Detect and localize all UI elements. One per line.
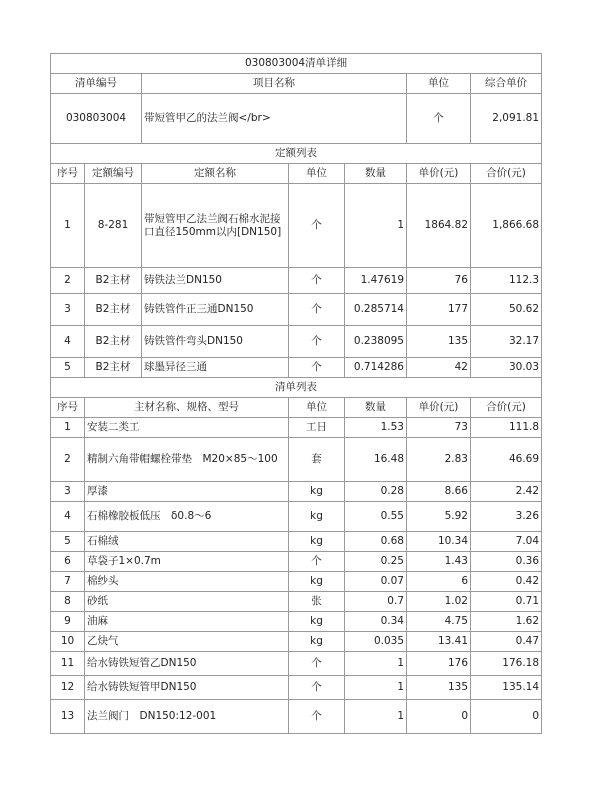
item-name: 带短管甲乙的法兰阀</br> xyxy=(142,94,407,144)
quota-col-qty: 数量 xyxy=(345,164,407,184)
page-title: 030803004清单详细 xyxy=(51,54,542,74)
quota-section-title: 定额列表 xyxy=(51,144,542,164)
materials-row: 5 石棉绒 kg 0.68 10.34 7.04 xyxy=(51,532,542,552)
quota-row: 3 B2主材 铸铁管件正三通DN150 个 0.285714 177 50.62 xyxy=(51,294,542,326)
materials-section-title: 清单列表 xyxy=(51,378,542,398)
materials-row: 4 石棉橡胶板低压 δ0.8～6 kg 0.55 5.92 3.26 xyxy=(51,502,542,532)
quota-col-no: 序号 xyxy=(51,164,85,184)
materials-row: 13 法兰阀门 DN150:12-001 个 1 0 0 xyxy=(51,700,542,734)
materials-row: 9 油麻 kg 0.34 4.75 1.62 xyxy=(51,612,542,632)
item-unit: 个 xyxy=(407,94,471,144)
quota-col-name: 定额名称 xyxy=(142,164,289,184)
quota-col-code: 定额编号 xyxy=(85,164,142,184)
materials-row: 8 砂纸 张 0.7 1.02 0.71 xyxy=(51,592,542,612)
materials-row: 3 厚漆 kg 0.28 8.66 2.42 xyxy=(51,482,542,502)
materials-row: 12 给水铸铁短管甲DN150 个 1 135 135.14 xyxy=(51,676,542,700)
materials-row: 2 精制六角带帽螺栓带垫 M20×85～100 套 16.48 2.83 46.69 xyxy=(51,438,542,482)
quota-row: 4 B2主材 铸铁管件弯头DN150 个 0.238095 135 32.17 xyxy=(51,326,542,358)
materials-col-qty: 数量 xyxy=(345,398,407,418)
materials-col-unit: 单位 xyxy=(289,398,345,418)
materials-row: 11 给水铸铁短管乙DN150 个 1 176 176.18 xyxy=(51,652,542,676)
materials-row: 10 乙炔气 kg 0.035 13.41 0.47 xyxy=(51,632,542,652)
name-header: 项目名称 xyxy=(142,74,407,94)
item-code: 030803004 xyxy=(51,94,142,144)
materials-col-total: 合价(元) xyxy=(471,398,542,418)
quota-col-price: 单价(元) xyxy=(407,164,471,184)
quota-row: 2 B2主材 铸铁法兰DN150 个 1.47619 76 112.3 xyxy=(51,268,542,294)
materials-col-name: 主材名称、规格、型号 xyxy=(85,398,289,418)
materials-row: 1 安装二类工 工日 1.53 73 111.8 xyxy=(51,418,542,438)
code-header: 清单编号 xyxy=(51,74,142,94)
quota-col-unit: 单位 xyxy=(289,164,345,184)
materials-row: 7 棉纱头 kg 0.07 6 0.42 xyxy=(51,572,542,592)
price-header: 综合单价 xyxy=(471,74,542,94)
quota-row: 5 B2主材 球墨异径三通 个 0.714286 42 30.03 xyxy=(51,358,542,378)
detail-table xyxy=(50,53,542,734)
unit-header: 单位 xyxy=(407,74,471,94)
materials-row: 6 草袋子1×0.7m 个 0.25 1.43 0.36 xyxy=(51,552,542,572)
materials-col-price: 单价(元) xyxy=(407,398,471,418)
materials-col-no: 序号 xyxy=(51,398,85,418)
quota-row: 1 8-281 带短管甲乙法兰阀石棉水泥接口直径150mm以内[DN150] 个 1 1864.82 1,866.68 xyxy=(51,184,542,268)
quota-col-total: 合价(元) xyxy=(471,164,542,184)
item-price: 2,091.81 xyxy=(471,94,542,144)
